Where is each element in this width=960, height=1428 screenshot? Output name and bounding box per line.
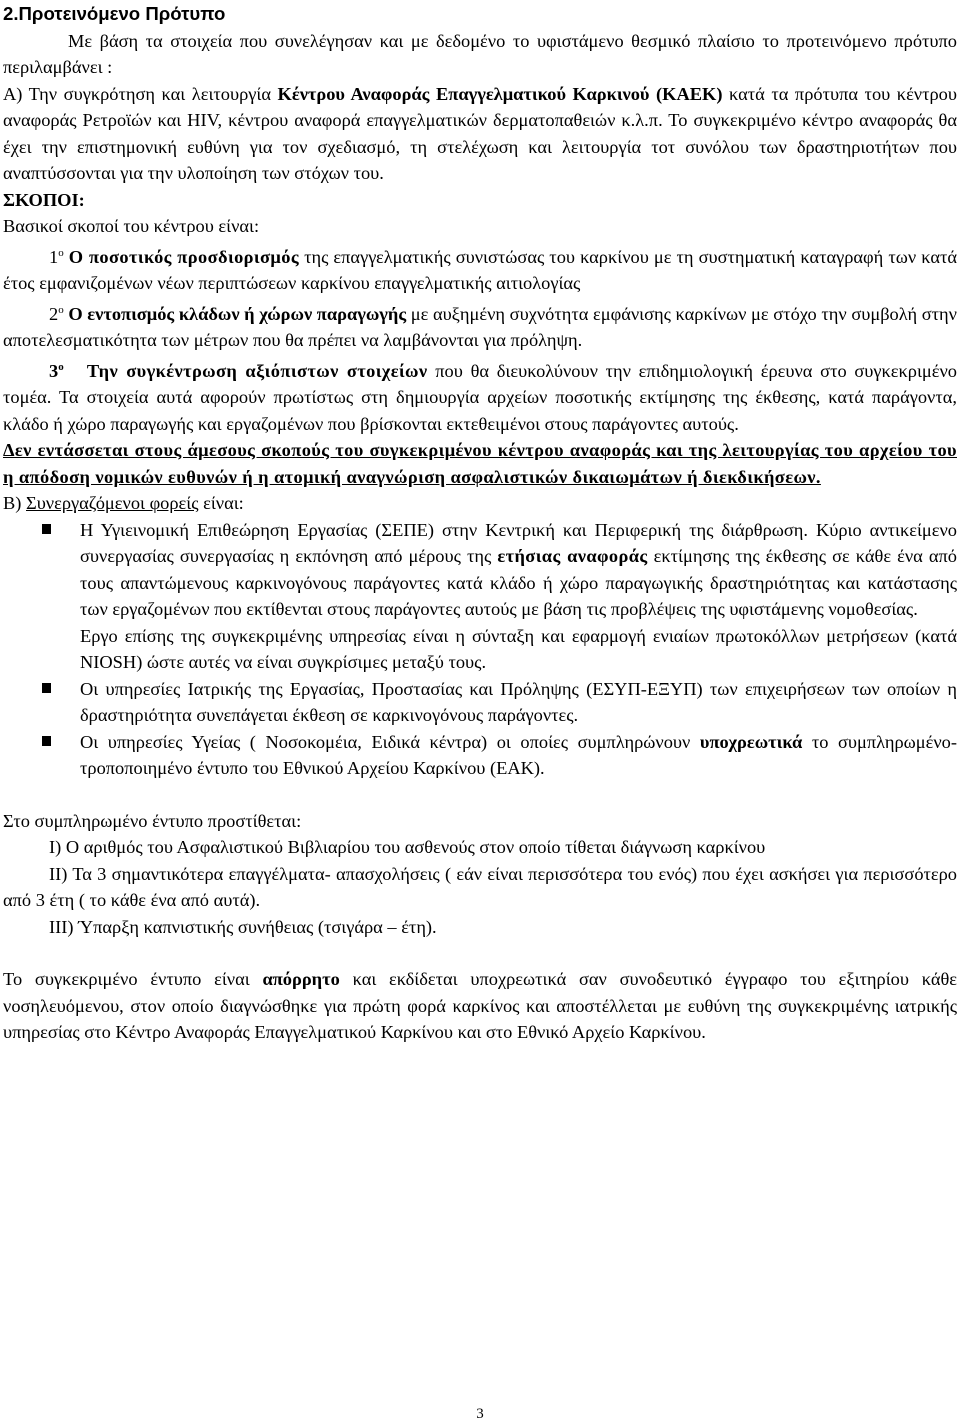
goal-2-number: 2 [49, 303, 59, 324]
partner-3-rest: το συμπληρωμένο- τροποποιημένο έντυπο του Εθνικού Αρχείου Καρκίνου (ΕΑΚ). [80, 731, 957, 779]
goal-3-number: 3 [49, 360, 59, 381]
form-item-1: Ι) Ο αριθμός του Ασφαλιστικού Βιβλιαρίου του ασθενούς στον οποίο τίθεται διάγνωση καρκίνου [49, 837, 766, 858]
intro-paragraph: Με βάση τα στοιχεία που συνελέγησαν και με δεδομένο το υφιστάμενο θεσμικό πλαίσιο το προτεινόμενο πρότυπο περιλαμβάνει : [3, 30, 957, 77]
paragraph-a-prefix: Α) Την συγκρότηση και λειτουργία [3, 83, 278, 104]
partners-prefix: Β) [3, 493, 26, 514]
bullet-square-icon [42, 736, 51, 746]
goal-2-text: με αυξημένη συχνότητα εμφάνισης καρκίνων με στόχο την συμβολή στην αποτελεσματικότητα των μέτρων που θα πρέπει να λαμβάνονται για πρόληψη. [3, 303, 957, 351]
partner-2-text: Οι υπηρεσίες Ιατρικής της Εργασίας, Προστασίας και Πρόληψης (ΕΣΥΠ-ΕΞΥΠ) των επιχειρήσεων των οποίων η δραστηριότητα συνεπάγεται έκθεση σε καρκινογόνους παράγοντες. [80, 678, 957, 726]
disclaimer-paragraph: Δεν εντάσσεται στους άμεσους σκοπούς του συγκεκριμένου κέντρου αναφοράς και της λειτουργίας του αρχείου του η απόδοση νομικών ευθυνών ή η ατομική αναγνώριση ασφαλιστικών δικαιωμάτων ή διεκδικήσεων. [3, 440, 957, 487]
section-title: 2.Προτεινόμενο Πρότυπο [3, 3, 226, 24]
closing-rest: και εκδίδεται υποχρεωτικά σαν συνοδευτικό έγγραφο του εξιτηρίου κάθε νοσηλευόμενου, στον οποίο διαγνώσθηκε για πρώτη φορά καρκίνος και αποστέλλεται με ευθύνη της συγκεκριμένης ιατρικής υπηρεσίας στο Κέντρο Αναφοράς Επαγγελματικού Καρκίνου και στο Εθνικό Αρχείο Καρκίνου. [3, 969, 957, 1043]
goals-lead: Βασικοί σκοποί του κέντρου είναι: [3, 216, 260, 236]
form-item-2: ΙΙ) Τα 3 σημαντικότερα επαγγέλματα- απασχολήσεις ( εάν είναι περισσότερα του ενός) που έχει ασκήσει για περισσότερο από 3 έτη ( το κάθε ένα από αυτά). [3, 863, 957, 911]
paragraph-a-rest: κατά τα πρότυπα του κέντρου αναφοράς Ρετροϊών και HIV, κέντρου αναφορά επαγγελματικών δερματοπαθειών κ.λ.π. Το συγκεκριμένο κέντρο αναφοράς θα έχει την επιστημονική ευθύνη για τον σχεδιασμό, τη στελέχωση και λειτουργία τοτ συνόλου των δραστηριοτήτων που αναπτύσσονται για την υλοποίηση των στόχων του. [3, 83, 957, 183]
goal-2-title: Ο εντοπισμός κλάδων ή χώρων παραγωγής [68, 303, 407, 324]
partners-suffix: είναι: [198, 493, 244, 514]
goal-2-superscript: ο [58, 303, 64, 316]
spacer [3, 782, 957, 808]
partner-1-text: Η Υγιεινομική Επιθεώρηση Εργασίας (ΣΕΠΕ) στην Κεντρική και Περιφερική της διάρθρωση. Κύριο αντικείμενο συνεργασίας συνεργασίας η εκπόνηση από μέρους της [80, 519, 957, 567]
partners-heading: Συνεργαζόμενοι φορείς [26, 493, 199, 514]
goal-1-text: της επαγγελματικής συνιστώσας του καρκίνου με τη συστηματική καταγραφή των κατά έτος εμφανιζομένων νέων περιπτώσεων καρκίνου επαγγελματικής αιτιολογίας [3, 246, 957, 294]
goal-1-title: Ο ποσοτικός προσδιορισμός [68, 246, 299, 267]
goal-item-1 [3, 240, 957, 297]
partner-item-2 [3, 676, 957, 729]
closing-paragraph [3, 966, 957, 1046]
goal-item-2 [3, 297, 957, 354]
form-item-3: ΙΙΙ) Ύπαρξη καπνιστικής συνήθειας (τσιγάρα – έτη). [49, 916, 437, 937]
form-lead: Στο συμπληρωμένο έντυπο προστίθεται: [3, 810, 302, 831]
partner-1-bold: ετήσιας αναφοράς [497, 546, 648, 567]
partner-3-bold: υποχρεωτικά [699, 731, 803, 752]
goal-1-superscript: ο [58, 246, 64, 259]
partner-1-rest: εκτίμησης της έκθεσης σε κάθε ένα από τους απαντώμενους καρκινογόνους παράγοντες κατά κλάδο ή χώρο παραγωγικής δραστηριότητας και κατάστασης των εργαζομένων που εκτίθενται στους παράγοντες αυτούς με βάση τις προβλέψεις της υφιστάμενης νομοθεσίας. [80, 546, 957, 620]
goal-1-number: 1 [49, 246, 59, 267]
spacer [3, 940, 957, 966]
partner-item-3 [3, 729, 957, 782]
closing-bold: απόρρητο [262, 969, 340, 990]
page-number: 3 [476, 1406, 484, 1422]
center-name: Κέντρου Αναφοράς Επαγγελματικού Καρκινού (ΚΑΕΚ) [277, 83, 723, 104]
partners-lead [3, 490, 957, 517]
bullet-square-icon [42, 524, 51, 534]
partner-3-text: Οι υπηρεσίες Υγείας ( Νοσοκομέια, Ειδικά κέντρα) οι οποίες συμπληρώνουν [80, 731, 700, 752]
goal-item-3 [3, 354, 957, 438]
closing-prefix: Το συγκεκριμένο έντυπο είναι [3, 969, 263, 990]
goal-3-title: Την συγκέντρωση αξιόπιστων στοιχείων [86, 360, 428, 381]
goal-3-superscript: ο [58, 360, 64, 373]
partner-item-1-continuation: Εργο επίσης της συγκεκριμένης υπηρεσίας είναι η σύνταξη και εφαρμογή ενιαίων πρωτοκόλλων μετρήσεων (κατά NIOSH) ώστε αυτές να είναι συγκρίσιμες μεταξύ τους. [80, 625, 957, 673]
partner-item-1 [3, 517, 957, 623]
page-content [3, 1, 957, 1046]
goals-heading: ΣΚΟΠΟΙ: [3, 189, 85, 210]
goal-3-text: που θα διευκολύνουν την επιδημιολογική έρευνα στο συγκεκριμένο τομέα. Τα στοιχεία αυτά αφορούν πρωτίστως στη δημιουργία αρχείων ποσοτικής εκτίμησης της έκθεσης, κατά παράγοντα, κλάδο ή χώρο παραγωγής και εργαζομένων που βρίσκονται εκτεθειμένοι στους παράγοντες αυτούς. [3, 360, 958, 434]
paragraph-a [3, 81, 957, 187]
bullet-square-icon [42, 683, 51, 693]
